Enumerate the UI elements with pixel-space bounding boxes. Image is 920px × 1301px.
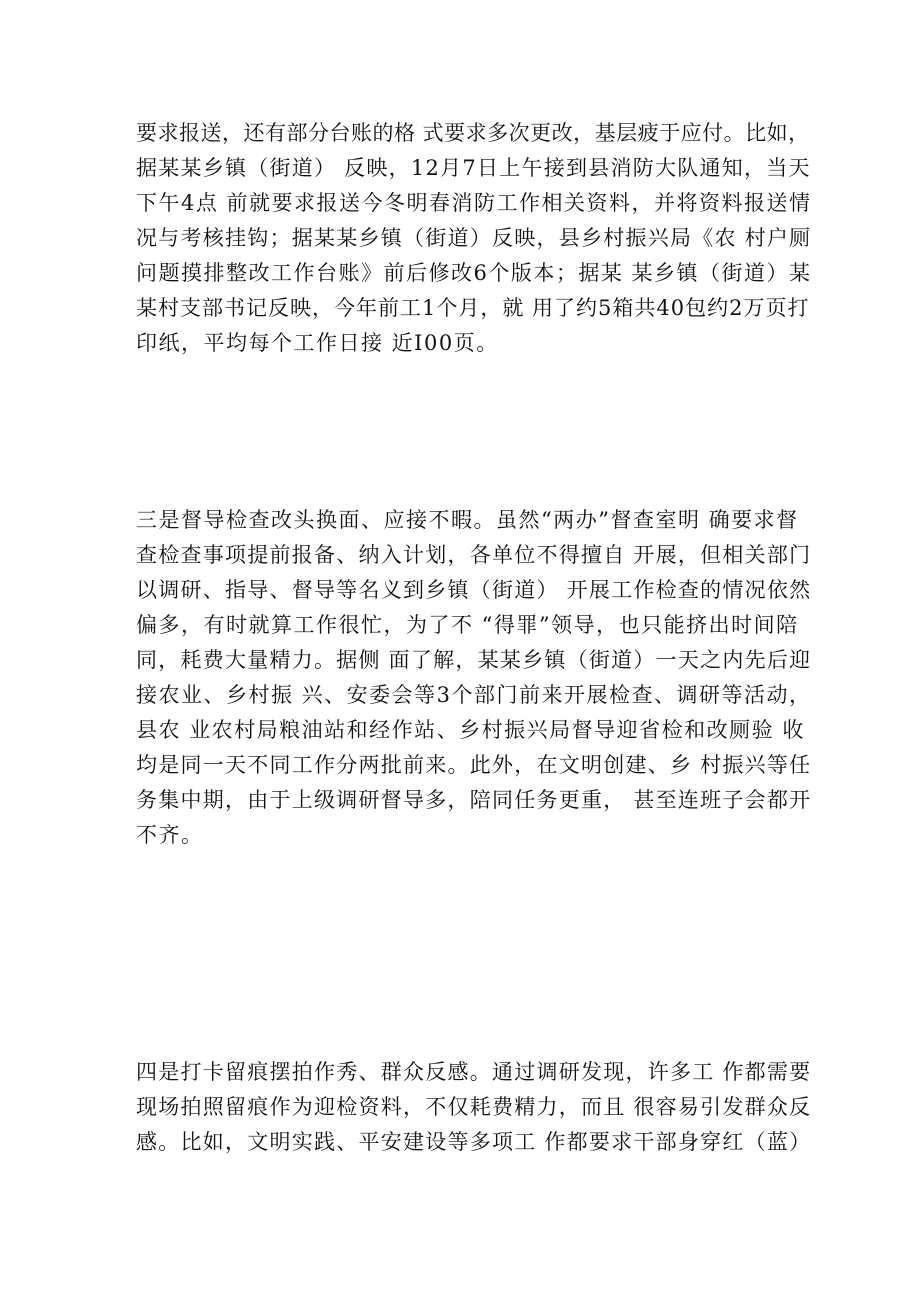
text-line: 接农业、乡村振 兴、安委会等3个部门前来开展检查、调研等活动， xyxy=(136,683,812,707)
text-line: 问题摸排整改工作台账》前后修改6个版本；据某 某乡镇（街道）某 xyxy=(136,261,812,285)
text-line: 下午4点 前就要求报送今冬明春消防工作相关资料，并将资料报送情 xyxy=(136,191,812,215)
paragraph-check-in-photos xyxy=(136,1055,816,1160)
text-line: 以调研、指导、督导等名义到乡镇（街道） 开展工作检查的情况依然 xyxy=(136,578,812,602)
text-line: 同，耗费大量精力。据侧 面了解，某某乡镇（街道）一天之内先后迎 xyxy=(136,648,812,672)
text-line: 偏多，有时就算工作很忙，为了不 “得罪”领导，也只能挤出时间陪 xyxy=(136,613,799,637)
text-line: 三是督导检查改头换面、应接不暇。虽然“两办”督查室明 确要求督 xyxy=(136,508,799,532)
text-line: 某村支部书记反映，今年前工1个月，就 用了约5箱共40包约2万页打 xyxy=(136,296,810,320)
text-line: 况与考核挂钩；据某某乡镇（街道）反映，县乡村振兴局《农 村户厕 xyxy=(136,226,812,250)
text-line: 均是同一天不同工作分两批前来。此外，在文明创建、乡 村振兴等任 xyxy=(136,753,812,777)
text-line: 要求报送，还有部分台账的格 式要求多次更改，基层疲于应付。比如， xyxy=(136,121,810,145)
text-line: 现场拍照留痕作为迎检资料，不仅耗费精力，而且 很容易引发群众反 xyxy=(136,1095,812,1119)
text-line: 查检查事项提前报备、纳入计划，各单位不得擅自 开展，但相关部门 xyxy=(136,543,812,567)
text-line: 四是打卡留痕摆拍作秀、群众反感。通过调研发现，许多工 作都需要 xyxy=(136,1060,812,1084)
paragraph-inspection xyxy=(136,503,816,853)
text-line: 县农 业农村局粮油站和经作站、乡村振兴局督导迎省检和改厕验 收 xyxy=(136,718,805,742)
text-line: 印纸，平均每个工作日接 近I00页。 xyxy=(136,331,499,355)
text-line: 务集中期，由于上级调研督导多，陪同任务更重， 甚至连班子会都开 xyxy=(136,788,812,812)
text-line: 感。比如，文明实践、平安建设等多项工 作都要求干部身穿红（蓝） xyxy=(136,1130,812,1154)
text-line: 据某某乡镇（街道） 反映，12月7日上午接到县消防大队通知，当天 xyxy=(136,156,811,180)
paragraph-ledger-reporting xyxy=(136,116,816,361)
text-line: 不齐。 xyxy=(136,823,204,847)
